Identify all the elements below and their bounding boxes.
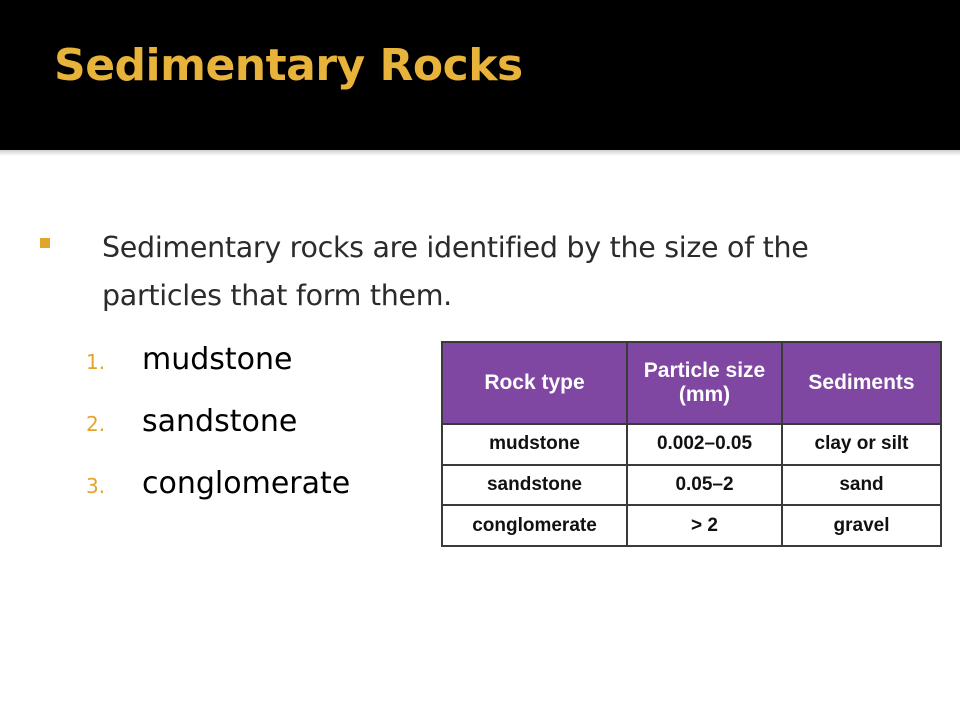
square-bullet-icon (40, 238, 50, 248)
table-cell: conglomerate (442, 505, 627, 546)
table-cell: 0.05–2 (627, 465, 782, 506)
table-cell: > 2 (627, 505, 782, 546)
slide-title: Sedimentary Rocks (54, 40, 523, 91)
table-cell: mudstone (442, 424, 627, 465)
list-item (86, 398, 350, 460)
list-item-text: mudstone (142, 342, 293, 377)
title-divider (0, 150, 960, 156)
header-particle-size: Particle size (mm) (627, 342, 782, 424)
rock-table-container (441, 341, 940, 547)
table-cell: clay or silt (782, 424, 941, 465)
header-rock-type: Rock type (442, 342, 627, 424)
table-row (442, 505, 941, 546)
rock-table (441, 341, 942, 547)
title-bar (0, 0, 960, 150)
list-item-text: conglomerate (142, 466, 351, 501)
list-item (86, 336, 350, 398)
table-row (442, 465, 941, 506)
table-header-row (442, 342, 941, 424)
table-cell: sandstone (442, 465, 627, 506)
list-number: 3. (86, 474, 106, 498)
rock-type-list (86, 336, 350, 522)
table-cell: sand (782, 465, 941, 506)
list-item-text: sandstone (142, 404, 298, 439)
list-number: 2. (86, 412, 106, 436)
header-sediments: Sediments (782, 342, 941, 424)
bullet-text: Sedimentary rocks are identified by the size of the particles that form them. (102, 231, 809, 312)
table-row (442, 424, 941, 465)
table-cell: gravel (782, 505, 941, 546)
list-item (86, 460, 350, 522)
list-number: 1. (86, 350, 106, 374)
table-cell: 0.002–0.05 (627, 424, 782, 465)
